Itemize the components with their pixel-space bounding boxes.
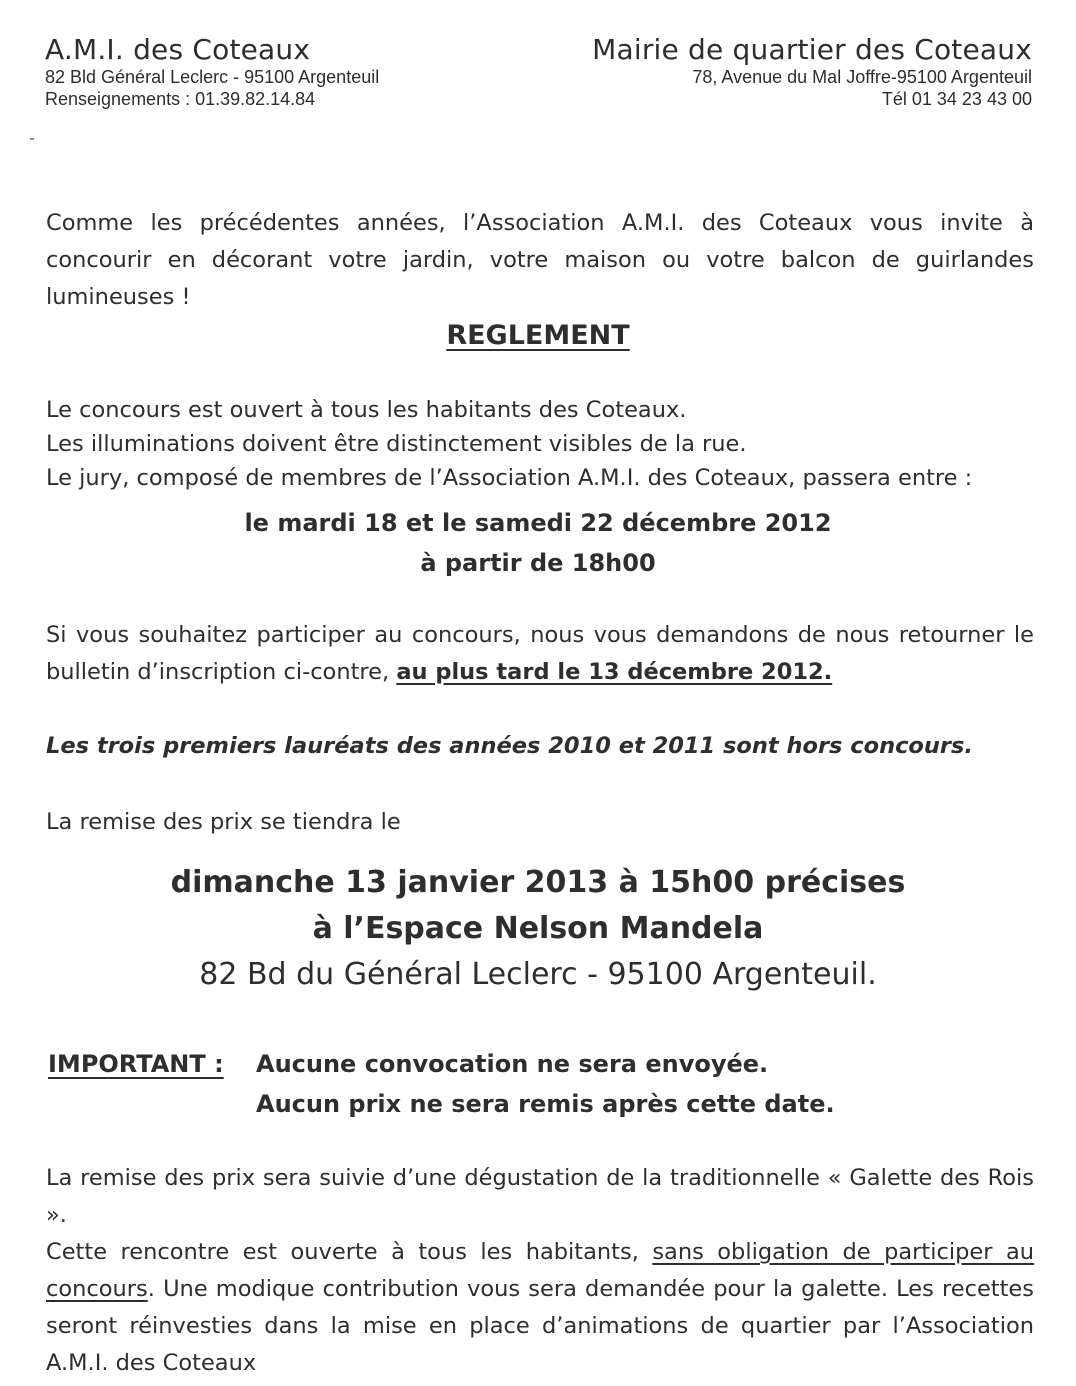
rule-line: Le concours est ouvert à tous les habitants des Coteaux. <box>46 397 687 423</box>
participation-paragraph <box>46 617 1034 691</box>
galette-paragraph: La remise des prix sera suivie d’une dégustation de la traditionnelle « Galette des Rois ». <box>46 1165 1034 1228</box>
header-left-block <box>45 34 379 110</box>
contribution-paragraph <box>46 1234 1034 1382</box>
contribution-text-start: Cette rencontre est ouverte à tous les habitants, <box>46 1239 653 1265</box>
mairie-address: 78, Avenue du Mal Joffre-95100 Argenteuil <box>692 67 1032 87</box>
ceremony-date: dimanche 13 janvier 2013 à 15h00 précises <box>170 865 906 900</box>
mairie-contact: Tél 01 34 23 43 00 <box>881 89 1032 109</box>
ceremony-address: 82 Bd du Général Leclerc - 95100 Argenteuil. <box>199 957 877 992</box>
jury-dates: le mardi 18 et le samedi 22 décembre 2012 <box>244 509 832 537</box>
important-lines <box>256 1044 835 1124</box>
association-address: 82 Bld Général Leclerc - 95100 Argenteuil <box>45 67 380 87</box>
participation-deadline: au plus tard le 13 décembre 2012. <box>396 659 833 685</box>
association-name: A.M.I. des Coteaux <box>45 33 311 66</box>
participation-text: Si vous souhaitez participer au concours, nous vous demandons de nous retourner le bulletin d’inscription ci-contre, <box>46 622 1034 685</box>
ceremony-block <box>0 860 1076 998</box>
important-label: IMPORTANT : <box>48 1050 224 1078</box>
remise-intro: La remise des prix se tiendra le <box>46 809 401 835</box>
rules-block <box>46 393 1034 495</box>
association-contact: Renseignements : 01.39.82.14.84 <box>45 89 316 109</box>
mairie-name: Mairie de quartier des Coteaux <box>592 33 1032 66</box>
jury-time: à partir de 18h00 <box>420 549 656 577</box>
intro-paragraph: Comme les précédentes années, l’Association A.M.I. des Coteaux vous invite à concourir en décorant votre jardin, votre maison ou votre balcon de guirlandes lumineuses ! <box>46 210 1034 310</box>
important-line: Aucune convocation ne sera envoyée. <box>256 1050 769 1078</box>
header-right-block <box>592 34 1032 110</box>
jury-dates-block <box>0 503 1076 583</box>
rule-line: Les illuminations doivent être distinctement visibles de la rue. <box>46 431 747 457</box>
ceremony-venue: à l’Espace Nelson Mandela <box>312 911 764 946</box>
no-obligation-text: sans obligation de participer au concours <box>46 1239 1035 1302</box>
rule-line: Le jury, composé de membres de l’Association A.M.I. des Coteaux, passera entre : <box>46 465 973 491</box>
important-line: Aucun prix ne sera remis après cette date. <box>256 1090 835 1118</box>
contribution-text-end: . Une modique contribution vous sera demandée pour la galette. Les recettes seront réinvesties dans la mise en place d’animations de quartier par l’Association A.M.I. des Coteaux <box>46 1276 1034 1376</box>
scan-speck <box>30 138 34 140</box>
reglement-heading: REGLEMENT <box>446 320 630 351</box>
laureats-notice: Les trois premiers lauréats des années 2010 et 2011 sont hors concours. <box>46 733 973 759</box>
closing-block <box>46 1160 1034 1382</box>
